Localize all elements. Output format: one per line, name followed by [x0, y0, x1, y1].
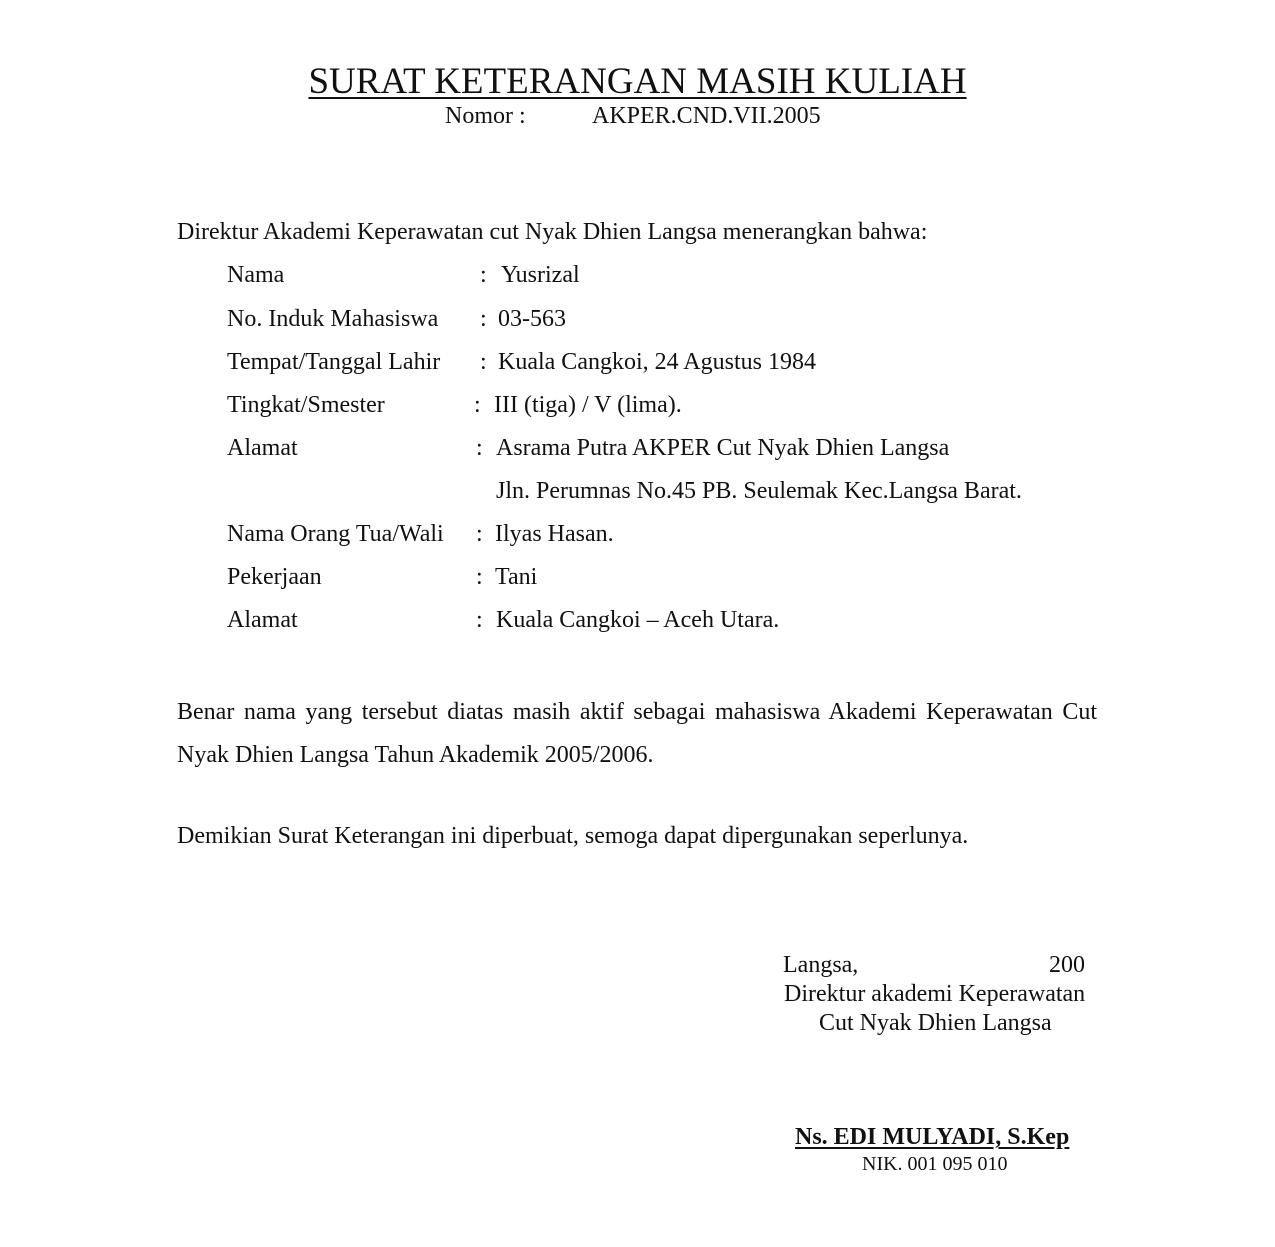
field-label-nim: No. Induk Mahasiswa — [227, 306, 439, 332]
nomor-label: Nomor : — [445, 103, 526, 129]
document-title-text: SURAT KETERANGAN MASIH KULIAH — [308, 61, 967, 102]
signer-name: Ns. EDI MULYADI, S.Kep — [795, 1124, 1070, 1150]
field-colon: : — [480, 306, 487, 332]
field-value-nama: Yusrizal — [501, 262, 580, 288]
field-colon: : — [476, 607, 483, 633]
field-label-alamat-wali: Alamat — [227, 607, 298, 633]
signer-nik: NIK. 001 095 010 — [862, 1153, 1008, 1175]
nomor-value: AKPER.CND.VII.2005 — [592, 103, 821, 129]
field-colon: : — [480, 349, 487, 375]
field-value-ttl: Kuala Cangkoi, 24 Agustus 1984 — [498, 349, 816, 375]
intro-text: Direktur Akademi Keperawatan cut Nyak Dhien Langsa menerangkan bahwa: — [177, 219, 928, 245]
field-label-ttl: Tempat/Tanggal Lahir — [227, 349, 441, 375]
field-colon: : — [476, 435, 483, 461]
field-label-alamat: Alamat — [227, 435, 298, 461]
field-label-tingkat: Tingkat/Smester — [227, 392, 385, 418]
field-value-pekerjaan: Tani — [495, 564, 538, 590]
field-label-wali: Nama Orang Tua/Wali — [227, 521, 444, 547]
signature-title-line2: Cut Nyak Dhien Langsa — [819, 1010, 1052, 1036]
document-title — [0, 60, 1275, 104]
field-value-wali: Ilyas Hasan. — [495, 521, 614, 547]
field-value-alamat-cont: Jln. Perumnas No.45 PB. Seulemak Kec.Langsa Barat. — [496, 478, 1022, 504]
field-colon: : — [474, 392, 481, 418]
field-value-nim: 03-563 — [498, 306, 566, 332]
signature-year: 200 — [1049, 952, 1085, 978]
field-label-nama: Nama — [227, 262, 285, 288]
field-colon: : — [480, 262, 487, 288]
signature-title-line1: Direktur akademi Keperawatan — [784, 981, 1086, 1007]
field-label-pekerjaan: Pekerjaan — [227, 564, 322, 590]
field-colon: : — [476, 564, 483, 590]
statement-paragraph: Benar nama yang tersebut diatas masih aktif sebagai mahasiswa Akademi Keperawatan Cut Nyak Dhien Langsa Tahun Akademik 2005/2006. — [177, 699, 1097, 768]
field-value-alamat-wali: Kuala Cangkoi – Aceh Utara. — [496, 607, 780, 633]
field-colon: : — [476, 521, 483, 547]
field-value-alamat: Asrama Putra AKPER Cut Nyak Dhien Langsa — [496, 435, 950, 461]
signature-place: Langsa, — [783, 952, 859, 978]
closing-paragraph: Demikian Surat Keterangan ini diperbuat, semoga dapat dipergunakan seperlunya. — [177, 823, 969, 849]
field-value-tingkat: III (tiga) / V (lima). — [494, 392, 682, 418]
